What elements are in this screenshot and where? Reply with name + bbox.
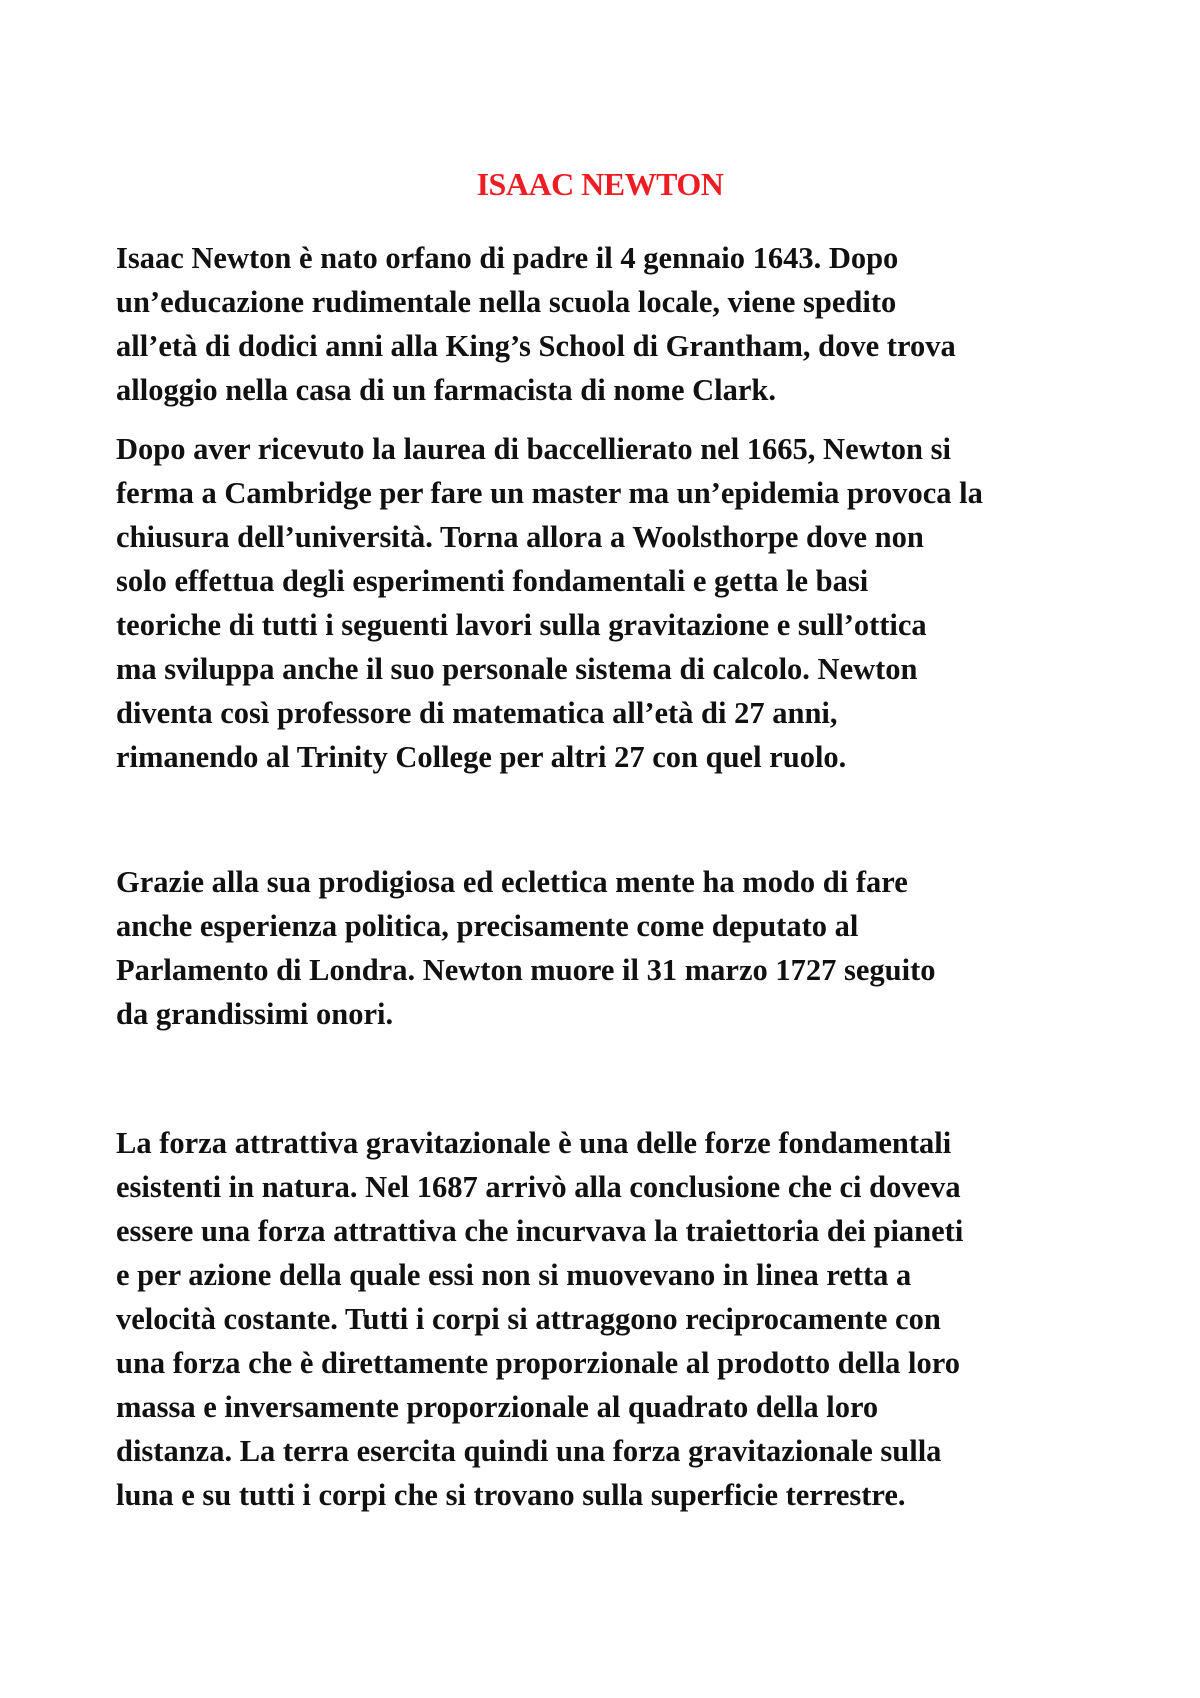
text-line: da grandissimi onori.: [116, 997, 394, 1031]
text-line: esistenti in natura. Nel 1687 arrivò alla conclusione che ci doveva: [116, 1170, 961, 1204]
text-line: Grazie alla sua prodigiosa ed eclettica mente ha modo di fare: [116, 865, 908, 899]
paragraph-politics-death: [116, 860, 1116, 1036]
text-line: Dopo aver ricevuto la laurea di baccellierato nel 1665, Newton si: [116, 432, 951, 466]
text-line: luna e su tutti i corpi che si trovano sulla superficie terrestre.: [116, 1478, 906, 1512]
text-line: solo effettua degli esperimenti fondamentali e getta le basi: [116, 564, 869, 598]
text-line: Isaac Newton è nato orfano di padre il 4 gennaio 1643. Dopo: [116, 241, 899, 275]
text-line: distanza. La terra esercita quindi una forza gravitazionale sulla: [116, 1434, 942, 1468]
text-line: massa e inversamente proporzionale al quadrato della loro: [116, 1390, 879, 1424]
paragraph-birth-education: [116, 236, 1116, 412]
text-line: velocità costante. Tutti i corpi si attraggono reciprocamente con: [116, 1302, 941, 1336]
text-line: ma sviluppa anche il suo personale sistema di calcolo. Newton: [116, 652, 918, 686]
document-title: ISAAC NEWTON: [476, 166, 724, 202]
text-line: all’età di dodici anni alla King’s School di Grantham, dove trova: [116, 329, 956, 363]
text-line: ferma a Cambridge per fare un master ma un’epidemia provoca la: [116, 476, 983, 510]
text-line: un’educazione rudimentale nella scuola locale, viene spedito: [116, 285, 897, 319]
text-line: alloggio nella casa di un farmacista di nome Clark.: [116, 373, 776, 407]
text-line: teoriche di tutti i seguenti lavori sulla gravitazione e sull’ottica: [116, 608, 927, 642]
text-line: una forza che è direttamente proporzionale al prodotto della loro: [116, 1346, 961, 1380]
text-line: essere una forza attrattiva che incurvava la traiettoria dei pianeti: [116, 1214, 964, 1248]
paragraph-gravitation: [116, 1121, 1116, 1517]
text-line: anche esperienza politica, precisamente come deputato al: [116, 909, 859, 943]
text-line: rimanendo al Trinity College per altri 27 con quel ruolo.: [116, 740, 847, 774]
paragraph-cambridge-career: [116, 427, 1116, 779]
text-line: chiusura dell’università. Torna allora a Woolsthorpe dove non: [116, 520, 924, 554]
text-line: diventa così professore di matematica all’età di 27 anni,: [116, 696, 838, 730]
text-line: La forza attrattiva gravitazionale è una delle forze fondamentali: [116, 1126, 952, 1160]
text-line: e per azione della quale essi non si muovevano in linea retta a: [116, 1258, 912, 1292]
text-line: Parlamento di Londra. Newton muore il 31 marzo 1727 seguito: [116, 953, 936, 987]
